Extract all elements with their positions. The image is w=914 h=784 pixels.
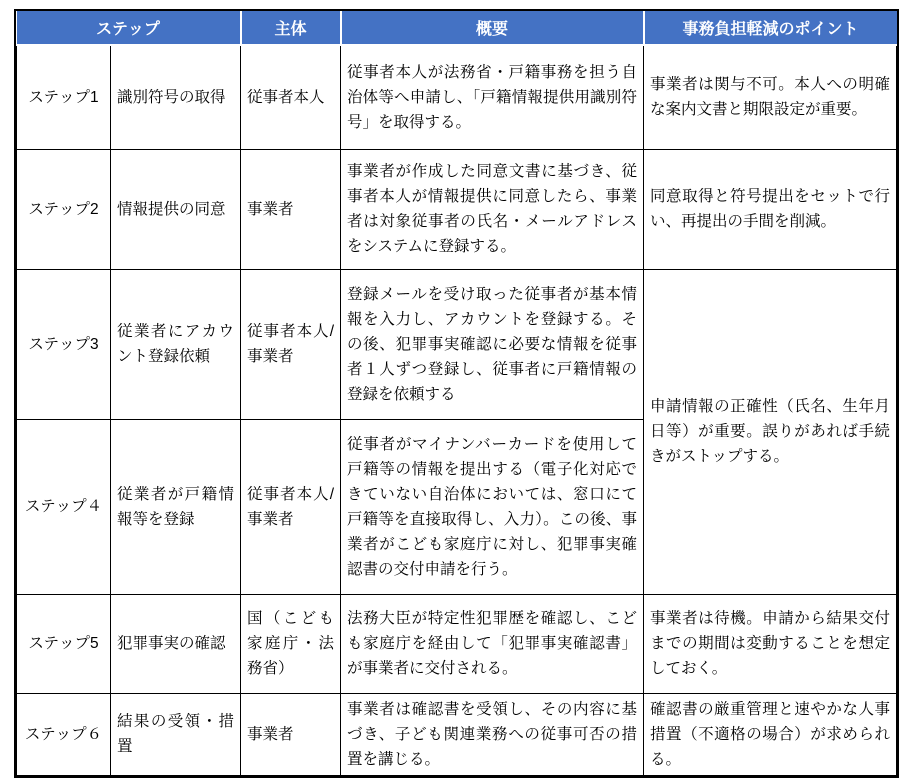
- column-header-overview: 概要: [341, 11, 644, 45]
- points-cell: 事業者は関与不可。本人への明確な案内文書と期限設定が重要。: [644, 45, 897, 149]
- table-row-step5: [17, 594, 897, 693]
- subject-cell: 従事者本人/事業者: [241, 269, 341, 419]
- step-name-cell: 識別符号の取得: [111, 45, 241, 149]
- subject-cell: 従事者本人/事業者: [241, 419, 341, 594]
- subject-cell: 事業者: [241, 693, 341, 775]
- column-header-subject: 主体: [241, 11, 341, 45]
- points-cell-merged: 申請情報の正確性（氏名、生年月日等）が重要。誤りがあれば手続きがストップする。: [644, 269, 897, 594]
- table-row-step6: [17, 693, 897, 775]
- points-cell: 事業者は待機。申請から結果交付までの期間は変動することを想定しておく。: [644, 594, 897, 693]
- table-row-step1: [17, 45, 897, 149]
- overview-cell: 法務大臣が特定性犯罪歴を確認し、こども家庭庁を経由して「犯罪事実確認書」が事業者に交付される。: [341, 594, 644, 693]
- overview-cell: 従事者がマイナンバーカードを使用して戸籍等の情報を提出する（電子化対応できていない自治体においては、窓口にて戸籍等を直接取得し、入力）。この後、事業者がこども家庭庁に対し、犯罪事実確認書の交付申請を行う。: [341, 419, 644, 594]
- step-label-cell: ステップ3: [17, 269, 111, 419]
- column-header-points: 事務負担軽減のポイント: [644, 11, 897, 45]
- points-cell: 確認書の厳重管理と速やかな人事措置（不適格の場合）が求められる。: [644, 693, 897, 775]
- header-row: [17, 11, 897, 45]
- step-label-cell: ステップ2: [17, 149, 111, 269]
- subject-cell: 国（こども家庭庁・法務省）: [241, 594, 341, 693]
- step-name-cell: 犯罪事実の確認: [111, 594, 241, 693]
- steps-table-container: [14, 9, 899, 778]
- points-cell: 同意取得と符号提出をセットで行い、再提出の手間を削減。: [644, 149, 897, 269]
- step-label-cell: ステップ5: [17, 594, 111, 693]
- overview-cell: 従事者本人が法務省・戸籍事務を担う自治体等へ申請し、「戸籍情報提供用識別符号」を取得する。: [341, 45, 644, 149]
- step-name-cell: 従業者が戸籍情報等を登録: [111, 419, 241, 594]
- column-header-step: ステップ: [17, 11, 241, 45]
- step-name-cell: 結果の受領・措置: [111, 693, 241, 775]
- steps-table: [16, 11, 897, 776]
- step-label-cell: ステップ４: [17, 419, 111, 594]
- step-label-cell: ステップ1: [17, 45, 111, 149]
- overview-cell: 事業者が作成した同意文書に基づき、従事者本人が情報提供に同意したら、事業者は対象従事者の氏名・メールアドレスをシステムに登録する。: [341, 149, 644, 269]
- overview-cell: 登録メールを受け取った従事者が基本情報を入力し、アカウントを登録する。その後、犯罪事実確認に必要な情報を従事者１人ずつ登録し、従事者に戸籍情報の登録を依頼する: [341, 269, 644, 419]
- overview-cell: 事業者は確認書を受領し、その内容に基づき、子ども関連業務への従事可否の措置を講じる。: [341, 693, 644, 775]
- step-name-cell: 情報提供の同意: [111, 149, 241, 269]
- table-row-step2: [17, 149, 897, 269]
- table-row-step3: [17, 269, 897, 419]
- subject-cell: 事業者: [241, 149, 341, 269]
- step-name-cell: 従業者にアカウント登録依頼: [111, 269, 241, 419]
- step-label-cell: ステップ６: [17, 693, 111, 775]
- subject-cell: 従事者本人: [241, 45, 341, 149]
